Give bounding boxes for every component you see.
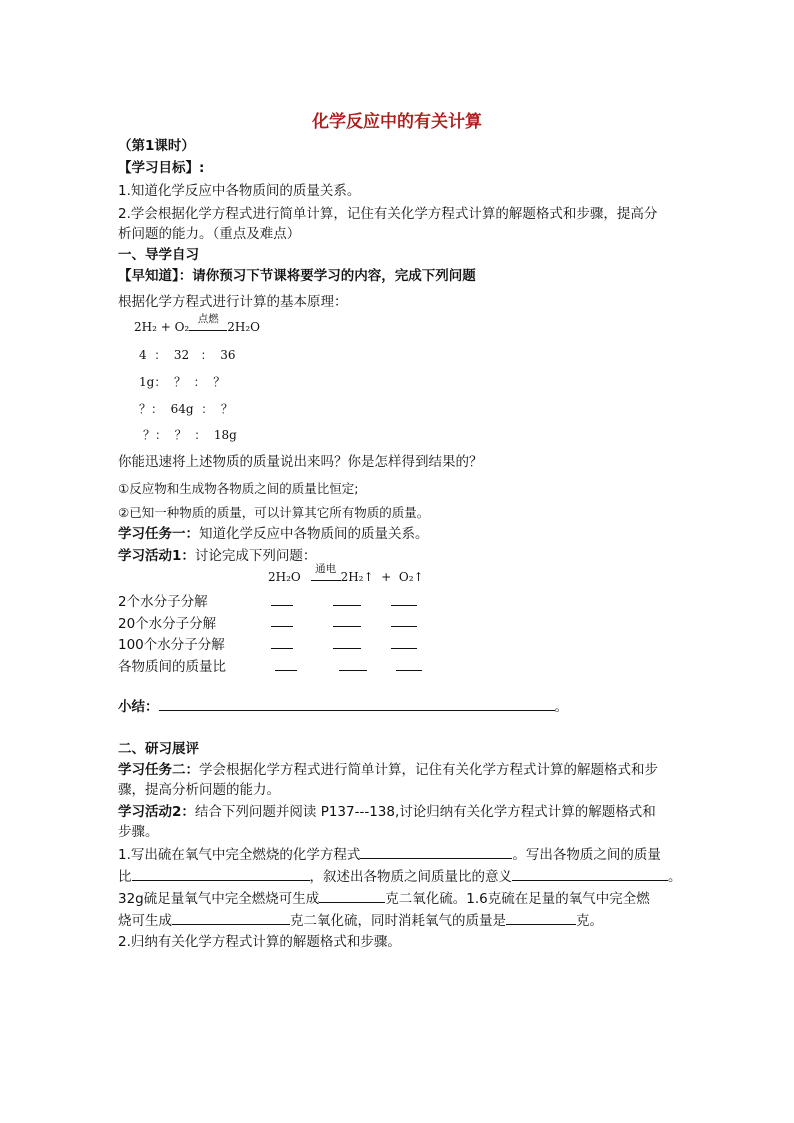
- summary-blank[interactable]: [159, 697, 555, 711]
- goal-2-line-2: 析问题的能力。（重点及难点）: [118, 226, 301, 242]
- so2-mass-blank[interactable]: [319, 889, 385, 903]
- preview-heading: 【早知道】：请你预习下节课将要学习的内容，完成下列问题: [118, 268, 476, 284]
- task-1: [118, 525, 429, 544]
- reaction-condition-arrow: [189, 313, 227, 331]
- row-label-20: 20个水分子分解: [118, 616, 217, 632]
- point-2: ②已知一种物质的质量，可以计算其它所有物质的质量。: [118, 505, 430, 520]
- activity-1-label: 学习活动1：: [118, 548, 195, 564]
- q1-text-b: 比: [118, 869, 132, 885]
- q1-text-d3: 克。: [576, 913, 603, 929]
- ratio-row-1: 4 ： 32 ： 36: [139, 348, 236, 362]
- goal-2-line-1: 2.学会根据化学方程式进行简单计算，记住有关化学方程式计算的解题格式和步骤，提高分: [118, 206, 658, 222]
- row-label-ratio: 各物质间的质量比: [118, 659, 226, 675]
- ratio-row-2: 1g： ？ ： ？: [139, 375, 226, 389]
- task-2-text: 学会根据化学方程式进行简单计算，记住有关化学方程式计算的解题格式和步: [199, 762, 658, 778]
- q1-text-b3: 。: [668, 869, 682, 885]
- row-label-2: 2个水分子分解: [118, 594, 208, 610]
- electrolysis-condition-arrow: [311, 563, 341, 581]
- activity-1: [118, 547, 316, 566]
- q1-text-d2: 克二氧化硫，同时消耗氧气的质量是: [290, 913, 506, 929]
- answer-blank[interactable]: [333, 605, 361, 606]
- q1-text-c: 32g硫足量氧气中完全燃烧可生成: [118, 891, 320, 907]
- equation-2-products: 2H₂↑ + O₂↑: [340, 570, 424, 584]
- answer-blank[interactable]: [333, 626, 361, 627]
- task-2-line-2: 骤，提高分析问题的能力。: [118, 782, 280, 798]
- q1-text-a: 1.写出硫在氧气中完全燃烧的化学方程式: [118, 847, 361, 863]
- activity-1-text: 讨论完成下列问题：: [194, 548, 317, 564]
- condition-2-label: 通电: [315, 563, 337, 575]
- equation-combustion: [134, 313, 260, 334]
- point-1: ①反应物和生成物各物质之间的质量比恒定;: [118, 481, 359, 496]
- q1-text-b2: ，叙述出各物质之间质量比的意义: [309, 869, 512, 885]
- summary-line: [118, 697, 568, 717]
- goal-1: 1.知道化学反应中各物质间的质量关系。: [118, 183, 361, 199]
- answer-blank[interactable]: [333, 648, 361, 649]
- answer-blank[interactable]: [396, 670, 422, 671]
- activity-2-line-1: [118, 803, 656, 822]
- answer-blank[interactable]: [271, 605, 293, 606]
- q1-text-a2: 。写出各物质之间的质量: [512, 847, 661, 863]
- task-2-line-1: [118, 761, 658, 780]
- ratio-row-4: ？： ？ ： 18g: [143, 428, 237, 442]
- goals-heading: 【学习目标】:: [118, 160, 205, 176]
- principle-text: 根据化学方程式进行计算的基本原理：: [118, 294, 348, 310]
- activity-2-text: 结合下列问题并阅读 P137---138,讨论归纳有关化学方程式计算的解题格式和: [194, 804, 656, 820]
- so2-mass-blank-2[interactable]: [172, 911, 290, 925]
- page-title: 化学反应中的有关计算: [312, 112, 482, 132]
- activity-2-label: 学习活动2：: [118, 804, 195, 820]
- answer-blank[interactable]: [339, 670, 367, 671]
- condition-label: 点燃: [197, 313, 219, 325]
- summary-end: 。: [554, 699, 568, 715]
- equation-reactants: 2H₂ + O₂: [134, 320, 190, 334]
- task-1-label: 学习任务一：: [118, 526, 199, 542]
- question-1-line-2: [118, 867, 682, 887]
- summary-label: 小结：: [118, 699, 159, 715]
- row-label-100: 100个水分子分解: [118, 637, 225, 653]
- section-2-heading: 二、研习展评: [118, 741, 199, 757]
- question-1-line-4: [118, 911, 603, 931]
- q1-text-d: 烧可生成: [118, 913, 172, 929]
- task-2-label: 学习任务二：: [118, 762, 199, 778]
- question-1-line-3: [118, 889, 650, 909]
- ratio-row-3: ？： 64g ： ？: [139, 402, 233, 416]
- task-1-text: 知道化学反应中各物质间的质量关系。: [199, 526, 429, 542]
- question-2: 2.归纳有关化学方程式计算的解题格式和步骤。: [118, 934, 401, 950]
- meaning-blank[interactable]: [512, 867, 668, 881]
- mass-ratio-blank[interactable]: [132, 867, 310, 881]
- equation-product: 2H₂O: [227, 320, 260, 334]
- answer-blank[interactable]: [391, 605, 417, 606]
- question-text: 你能迅速将上述物质的质量说出来吗？你是怎样得到结果的？: [118, 454, 483, 470]
- equation-electrolysis: [268, 563, 424, 584]
- answer-blank[interactable]: [391, 626, 417, 627]
- equation-blank[interactable]: [360, 845, 512, 859]
- activity-2-line-2: 步骤。: [118, 824, 159, 840]
- question-1-line-1: [118, 845, 661, 865]
- equation-2-reactant: 2H₂O: [268, 570, 301, 584]
- q1-text-c2: 克二氧化硫。1.6克硫在足量的氧气中完全燃: [385, 891, 650, 907]
- section-1-heading: 一、导学自习: [118, 247, 199, 263]
- answer-blank[interactable]: [391, 648, 417, 649]
- oxygen-mass-blank[interactable]: [506, 911, 576, 925]
- answer-blank[interactable]: [271, 626, 293, 627]
- lesson-label: （第1课时）: [118, 138, 195, 154]
- answer-blank[interactable]: [275, 670, 297, 671]
- answer-blank[interactable]: [271, 648, 293, 649]
